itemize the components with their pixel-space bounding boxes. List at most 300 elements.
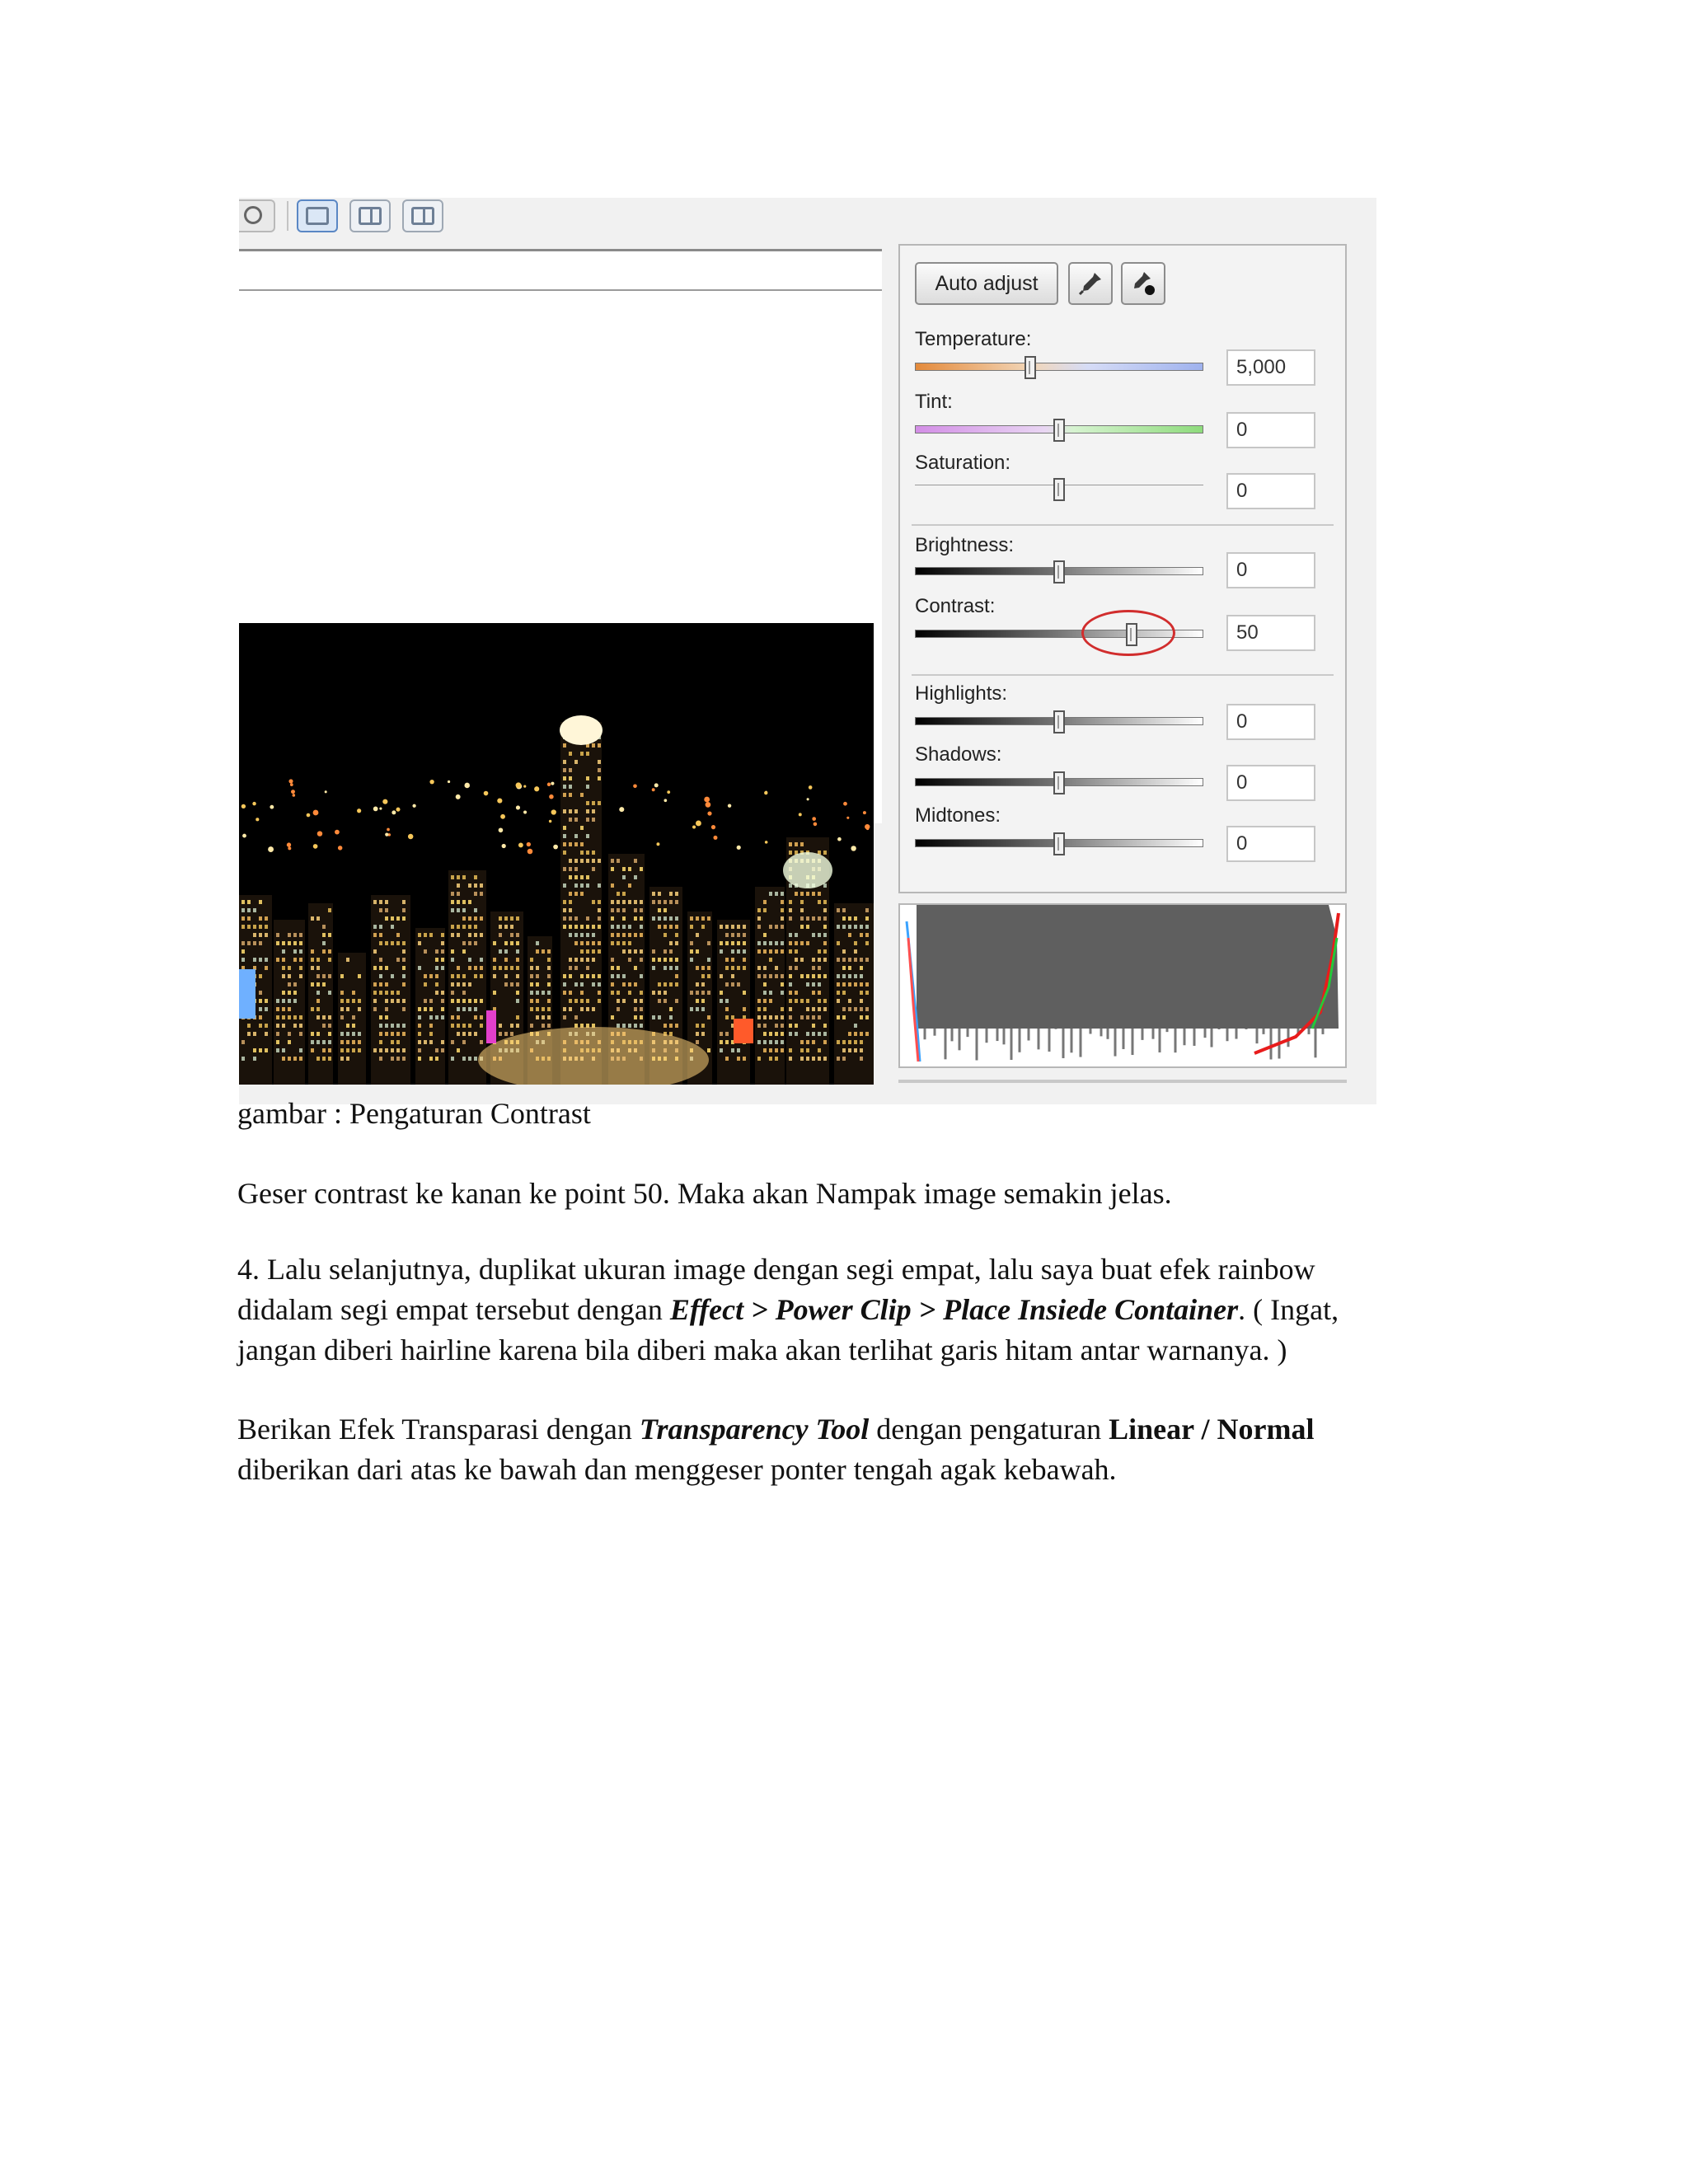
building-window (586, 851, 589, 855)
building-window (800, 941, 804, 945)
hill-light (502, 844, 506, 848)
tint-value-field[interactable]: 0 (1226, 412, 1315, 448)
building-window (769, 1057, 772, 1061)
building-window (800, 908, 804, 912)
building-window (818, 949, 821, 954)
building-window (435, 1015, 438, 1019)
eyedropper-sample-button[interactable] (1121, 262, 1165, 305)
building-window (569, 859, 572, 863)
building-window (611, 941, 614, 945)
building-window (547, 999, 551, 1003)
split-vertical-view-button[interactable] (349, 199, 391, 232)
building-window (328, 908, 331, 912)
building-window (586, 776, 589, 780)
building-window (634, 875, 637, 879)
building-window (288, 941, 291, 945)
building-window (769, 949, 772, 954)
building-window (837, 1057, 840, 1061)
building-window (574, 867, 578, 871)
hill-light (799, 813, 802, 816)
building-window (352, 1048, 355, 1052)
building-window (316, 999, 320, 1003)
building-window (580, 1007, 584, 1011)
building-window (731, 982, 734, 987)
building-window (789, 1024, 792, 1028)
building-window (860, 1015, 863, 1019)
building-window (574, 818, 578, 822)
building-window (516, 958, 519, 962)
building-window (854, 941, 857, 945)
single-view-button[interactable] (297, 199, 338, 232)
temperature-slider[interactable] (915, 363, 1203, 371)
building-window (385, 999, 388, 1003)
building-window (288, 1040, 291, 1044)
building-window (346, 1007, 349, 1011)
building-window (806, 1040, 809, 1044)
building-window (451, 1015, 454, 1019)
hill-light (382, 799, 387, 804)
building-window (737, 949, 740, 954)
building-window (424, 933, 427, 937)
temperature-slider-thumb[interactable] (1025, 356, 1036, 379)
auto-adjust-button[interactable]: Auto adjust (915, 262, 1058, 305)
hill-light (656, 842, 659, 846)
building-window (628, 991, 631, 995)
building-window (435, 1048, 438, 1052)
tint-slider-thumb[interactable] (1053, 419, 1065, 442)
building-window (669, 982, 673, 987)
building-window (462, 900, 466, 904)
building-window (259, 1024, 262, 1028)
building-window (598, 941, 601, 945)
building-window (373, 982, 377, 987)
building-window (763, 999, 767, 1003)
building-window (563, 785, 566, 789)
building-window (701, 974, 705, 978)
building-window (652, 900, 655, 904)
building-window (259, 974, 262, 978)
hill-light (499, 827, 504, 832)
building-window (592, 818, 595, 822)
building-window (658, 1015, 661, 1019)
building-window (580, 842, 584, 846)
building-window (652, 958, 655, 962)
building-window (690, 925, 693, 929)
building-window (457, 908, 460, 912)
building-window (842, 1015, 846, 1019)
building-window (253, 1057, 256, 1061)
building-window (800, 1040, 804, 1044)
building-window (795, 958, 798, 962)
building-window (842, 1057, 846, 1061)
contrast-label: Contrast: (915, 595, 996, 617)
hill-light (287, 842, 291, 846)
building-window (731, 974, 734, 978)
building-window (812, 974, 815, 978)
building-window (311, 982, 314, 987)
building-window (241, 925, 245, 929)
building-window (328, 933, 331, 937)
building-window (823, 1024, 827, 1028)
building-window (696, 1007, 699, 1011)
building-window (806, 941, 809, 945)
building-window (328, 1057, 331, 1061)
building-window (563, 974, 566, 978)
building-window (842, 916, 846, 921)
building-window (530, 1007, 533, 1011)
building-window (574, 892, 578, 896)
building-window (860, 958, 863, 962)
building-window (622, 867, 626, 871)
building-window (379, 991, 382, 995)
building-window (429, 974, 433, 978)
building-window (818, 1032, 821, 1036)
building-window (789, 941, 792, 945)
building-window (837, 991, 840, 995)
building-window (259, 1015, 262, 1019)
hill-light (516, 782, 522, 788)
building-window (737, 966, 740, 970)
contrast-value-field[interactable]: 50 (1226, 615, 1315, 651)
building-window (789, 883, 792, 888)
building-window (504, 982, 508, 987)
building-window (316, 974, 320, 978)
midtones-value-field[interactable]: 0 (1226, 826, 1315, 862)
building-window (592, 982, 595, 987)
building-window (663, 1024, 667, 1028)
building-window (622, 892, 626, 896)
building-window (663, 991, 667, 995)
building-window (725, 1032, 729, 1036)
building-window (757, 908, 761, 912)
hill-light (387, 828, 390, 832)
eyedropper-button[interactable] (1068, 262, 1113, 305)
building-window (328, 1015, 331, 1019)
building-window (569, 785, 572, 789)
building-window (837, 982, 840, 987)
midtones-slider-thumb[interactable] (1053, 832, 1065, 855)
building-window (340, 1048, 344, 1052)
building-window (241, 949, 245, 954)
shadows-value-field[interactable]: 0 (1226, 765, 1315, 801)
hill-light (619, 807, 624, 812)
building-window (316, 1040, 320, 1044)
building-window (451, 982, 454, 987)
building-window (282, 966, 285, 970)
building-window (418, 966, 421, 970)
building-window (468, 982, 471, 987)
temperature-value-field[interactable]: 5,000 (1226, 349, 1315, 386)
building-window (418, 933, 421, 937)
building-window (617, 966, 620, 970)
building-window (441, 1007, 444, 1011)
building-window (775, 1048, 778, 1052)
saturation-value-field[interactable]: 0 (1226, 473, 1315, 509)
building-window (340, 974, 344, 978)
building-window (769, 1015, 772, 1019)
building-window (574, 941, 578, 945)
building-window (499, 933, 502, 937)
building-window (462, 991, 466, 995)
building-window (441, 1048, 444, 1052)
building-window (795, 1032, 798, 1036)
building-window (640, 867, 643, 871)
building-window (322, 974, 326, 978)
building-window (611, 925, 614, 929)
building-window (580, 958, 584, 962)
building-window (346, 1057, 349, 1061)
split-horizontal-view-button[interactable] (402, 199, 443, 232)
building-window (617, 991, 620, 995)
building-window (468, 958, 471, 962)
building-window (663, 908, 667, 912)
building-window (781, 941, 784, 945)
shadows-slider-thumb[interactable] (1053, 771, 1065, 794)
building-window (265, 958, 268, 962)
building-window (634, 966, 637, 970)
building-window (795, 892, 798, 896)
building-window (701, 982, 705, 987)
building-window (563, 867, 566, 871)
building-window (402, 1032, 406, 1036)
building-window (563, 826, 566, 830)
building-window (743, 966, 746, 970)
building-window (510, 941, 513, 945)
building-window (385, 941, 388, 945)
building-window (592, 1007, 595, 1011)
building-window (757, 925, 761, 929)
building-window (457, 1048, 460, 1052)
building-window (328, 949, 331, 954)
highlights-slider-thumb[interactable] (1053, 710, 1065, 733)
building-window (611, 900, 614, 904)
building-window (288, 991, 291, 995)
building-window (322, 1057, 326, 1061)
building-window (586, 752, 589, 756)
building-window (253, 925, 256, 929)
building-window (701, 1024, 705, 1028)
building-window (781, 1024, 784, 1028)
building-window (598, 916, 601, 921)
building-window (743, 941, 746, 945)
building-window (812, 1040, 815, 1044)
transparency-mid: dengan pengaturan (869, 1413, 1109, 1446)
building-window (823, 908, 827, 912)
building-window (379, 1057, 382, 1061)
building-window (288, 1015, 291, 1019)
building-window (634, 916, 637, 921)
building-window (818, 892, 821, 896)
step4-line3: jangan diberi hairline karena bila diberi maka akan terlihat garis hitam antar warnanya. ) (237, 1333, 1287, 1366)
building-window (611, 867, 614, 871)
brightness-slider-thumb[interactable] (1053, 560, 1065, 583)
step4-line2-start: didalam segi empat tersebut dengan (237, 1293, 670, 1326)
highlights-value-field[interactable]: 0 (1226, 704, 1315, 740)
hill-light (392, 810, 396, 814)
brightness-value-field[interactable]: 0 (1226, 552, 1315, 588)
building-window (818, 1015, 821, 1019)
building-window (385, 900, 388, 904)
building-window (789, 949, 792, 954)
building-window (769, 941, 772, 945)
building-window (402, 916, 406, 921)
building-window (536, 991, 539, 995)
hill-light (711, 825, 715, 829)
building-window (379, 941, 382, 945)
building-window (848, 933, 851, 937)
building-window (658, 958, 661, 962)
building-window (265, 1024, 268, 1028)
building-window (701, 1032, 705, 1036)
building-window (865, 941, 869, 945)
building-window (634, 933, 637, 937)
building-window (373, 991, 377, 995)
hill-light (291, 790, 295, 794)
contrast-highlight-ring (1081, 610, 1175, 656)
building-window (737, 982, 740, 987)
building-window (775, 949, 778, 954)
building-window (860, 933, 863, 937)
building-window (860, 966, 863, 970)
building-window (675, 916, 678, 921)
building-window (789, 966, 792, 970)
building-window (316, 966, 320, 970)
building-window (854, 925, 857, 929)
building-window (731, 941, 734, 945)
building-window (611, 933, 614, 937)
building-window (823, 958, 827, 962)
building-window (580, 949, 584, 954)
building-window (574, 916, 578, 921)
building-window (669, 1007, 673, 1011)
building-window (775, 892, 778, 896)
building-window (757, 1024, 761, 1028)
building-window (569, 875, 572, 879)
building-window (669, 925, 673, 929)
hill-light (812, 817, 816, 821)
building-window (441, 958, 444, 962)
building-window (299, 1015, 302, 1019)
building-window (480, 933, 483, 937)
blue-sign (239, 969, 256, 1019)
building-window (617, 974, 620, 978)
building-window (812, 1032, 815, 1036)
building-window (675, 966, 678, 970)
building-window (253, 941, 256, 945)
building-window (493, 966, 496, 970)
building-window (247, 900, 251, 904)
building-window (789, 842, 792, 846)
building-window (451, 892, 454, 896)
building-window (598, 768, 601, 772)
building-window (373, 933, 377, 937)
building-window (669, 941, 673, 945)
hill-light (290, 783, 293, 786)
building-window (379, 1032, 382, 1036)
building-window (241, 916, 245, 921)
building-window (259, 925, 262, 929)
hill-light (484, 791, 489, 796)
building-window (299, 974, 302, 978)
building-window (379, 900, 382, 904)
building-window (622, 941, 626, 945)
building-window (418, 1048, 421, 1052)
building-window (775, 966, 778, 970)
building-window (860, 1032, 863, 1036)
zoom-button[interactable] (239, 199, 275, 232)
building-window (457, 966, 460, 970)
building-window (435, 949, 438, 954)
building-window (707, 966, 710, 970)
building-window (474, 916, 477, 921)
building-window (842, 982, 846, 987)
building-window (311, 949, 314, 954)
building-window (725, 941, 729, 945)
building-window (757, 949, 761, 954)
building-window (580, 991, 584, 995)
building-window (499, 1032, 502, 1036)
building-window (316, 1032, 320, 1036)
building-window (328, 974, 331, 978)
building-window (451, 1057, 454, 1061)
building-window (592, 867, 595, 871)
building-window (499, 966, 502, 970)
building-window (247, 916, 251, 921)
saturation-slider-thumb[interactable] (1053, 478, 1065, 501)
building-window (569, 900, 572, 904)
building-window (435, 991, 438, 995)
panel-bottom-edge (898, 1080, 1347, 1083)
building-window (265, 966, 268, 970)
building-window (848, 966, 851, 970)
building-window (789, 851, 792, 855)
building-window (865, 1032, 869, 1036)
building-window (299, 966, 302, 970)
building-window (701, 999, 705, 1003)
building-window (617, 925, 620, 929)
building-window (462, 1057, 466, 1061)
building-window (441, 1040, 444, 1044)
hill-light (252, 802, 256, 805)
building-window (547, 1007, 551, 1011)
building-window (598, 974, 601, 978)
tower-top-glow (560, 715, 603, 745)
building-window (358, 974, 361, 978)
hill-light (866, 827, 870, 830)
building-window (763, 1015, 767, 1019)
building-window (373, 949, 377, 954)
hill-light (523, 785, 526, 788)
building-window (842, 1040, 846, 1044)
building-window (842, 958, 846, 962)
building-window (340, 1040, 344, 1044)
building-window (763, 1024, 767, 1028)
building-window (574, 875, 578, 879)
building-window (457, 999, 460, 1003)
building-window (457, 892, 460, 896)
building-window (789, 1007, 792, 1011)
building-window (795, 842, 798, 846)
building-window (634, 859, 637, 863)
building-window (504, 941, 508, 945)
building-window (775, 1032, 778, 1036)
building-window (823, 941, 827, 945)
building-window (391, 925, 394, 929)
building-window (696, 933, 699, 937)
building-window (293, 941, 297, 945)
building-window (586, 966, 589, 970)
building-window (457, 1024, 460, 1028)
